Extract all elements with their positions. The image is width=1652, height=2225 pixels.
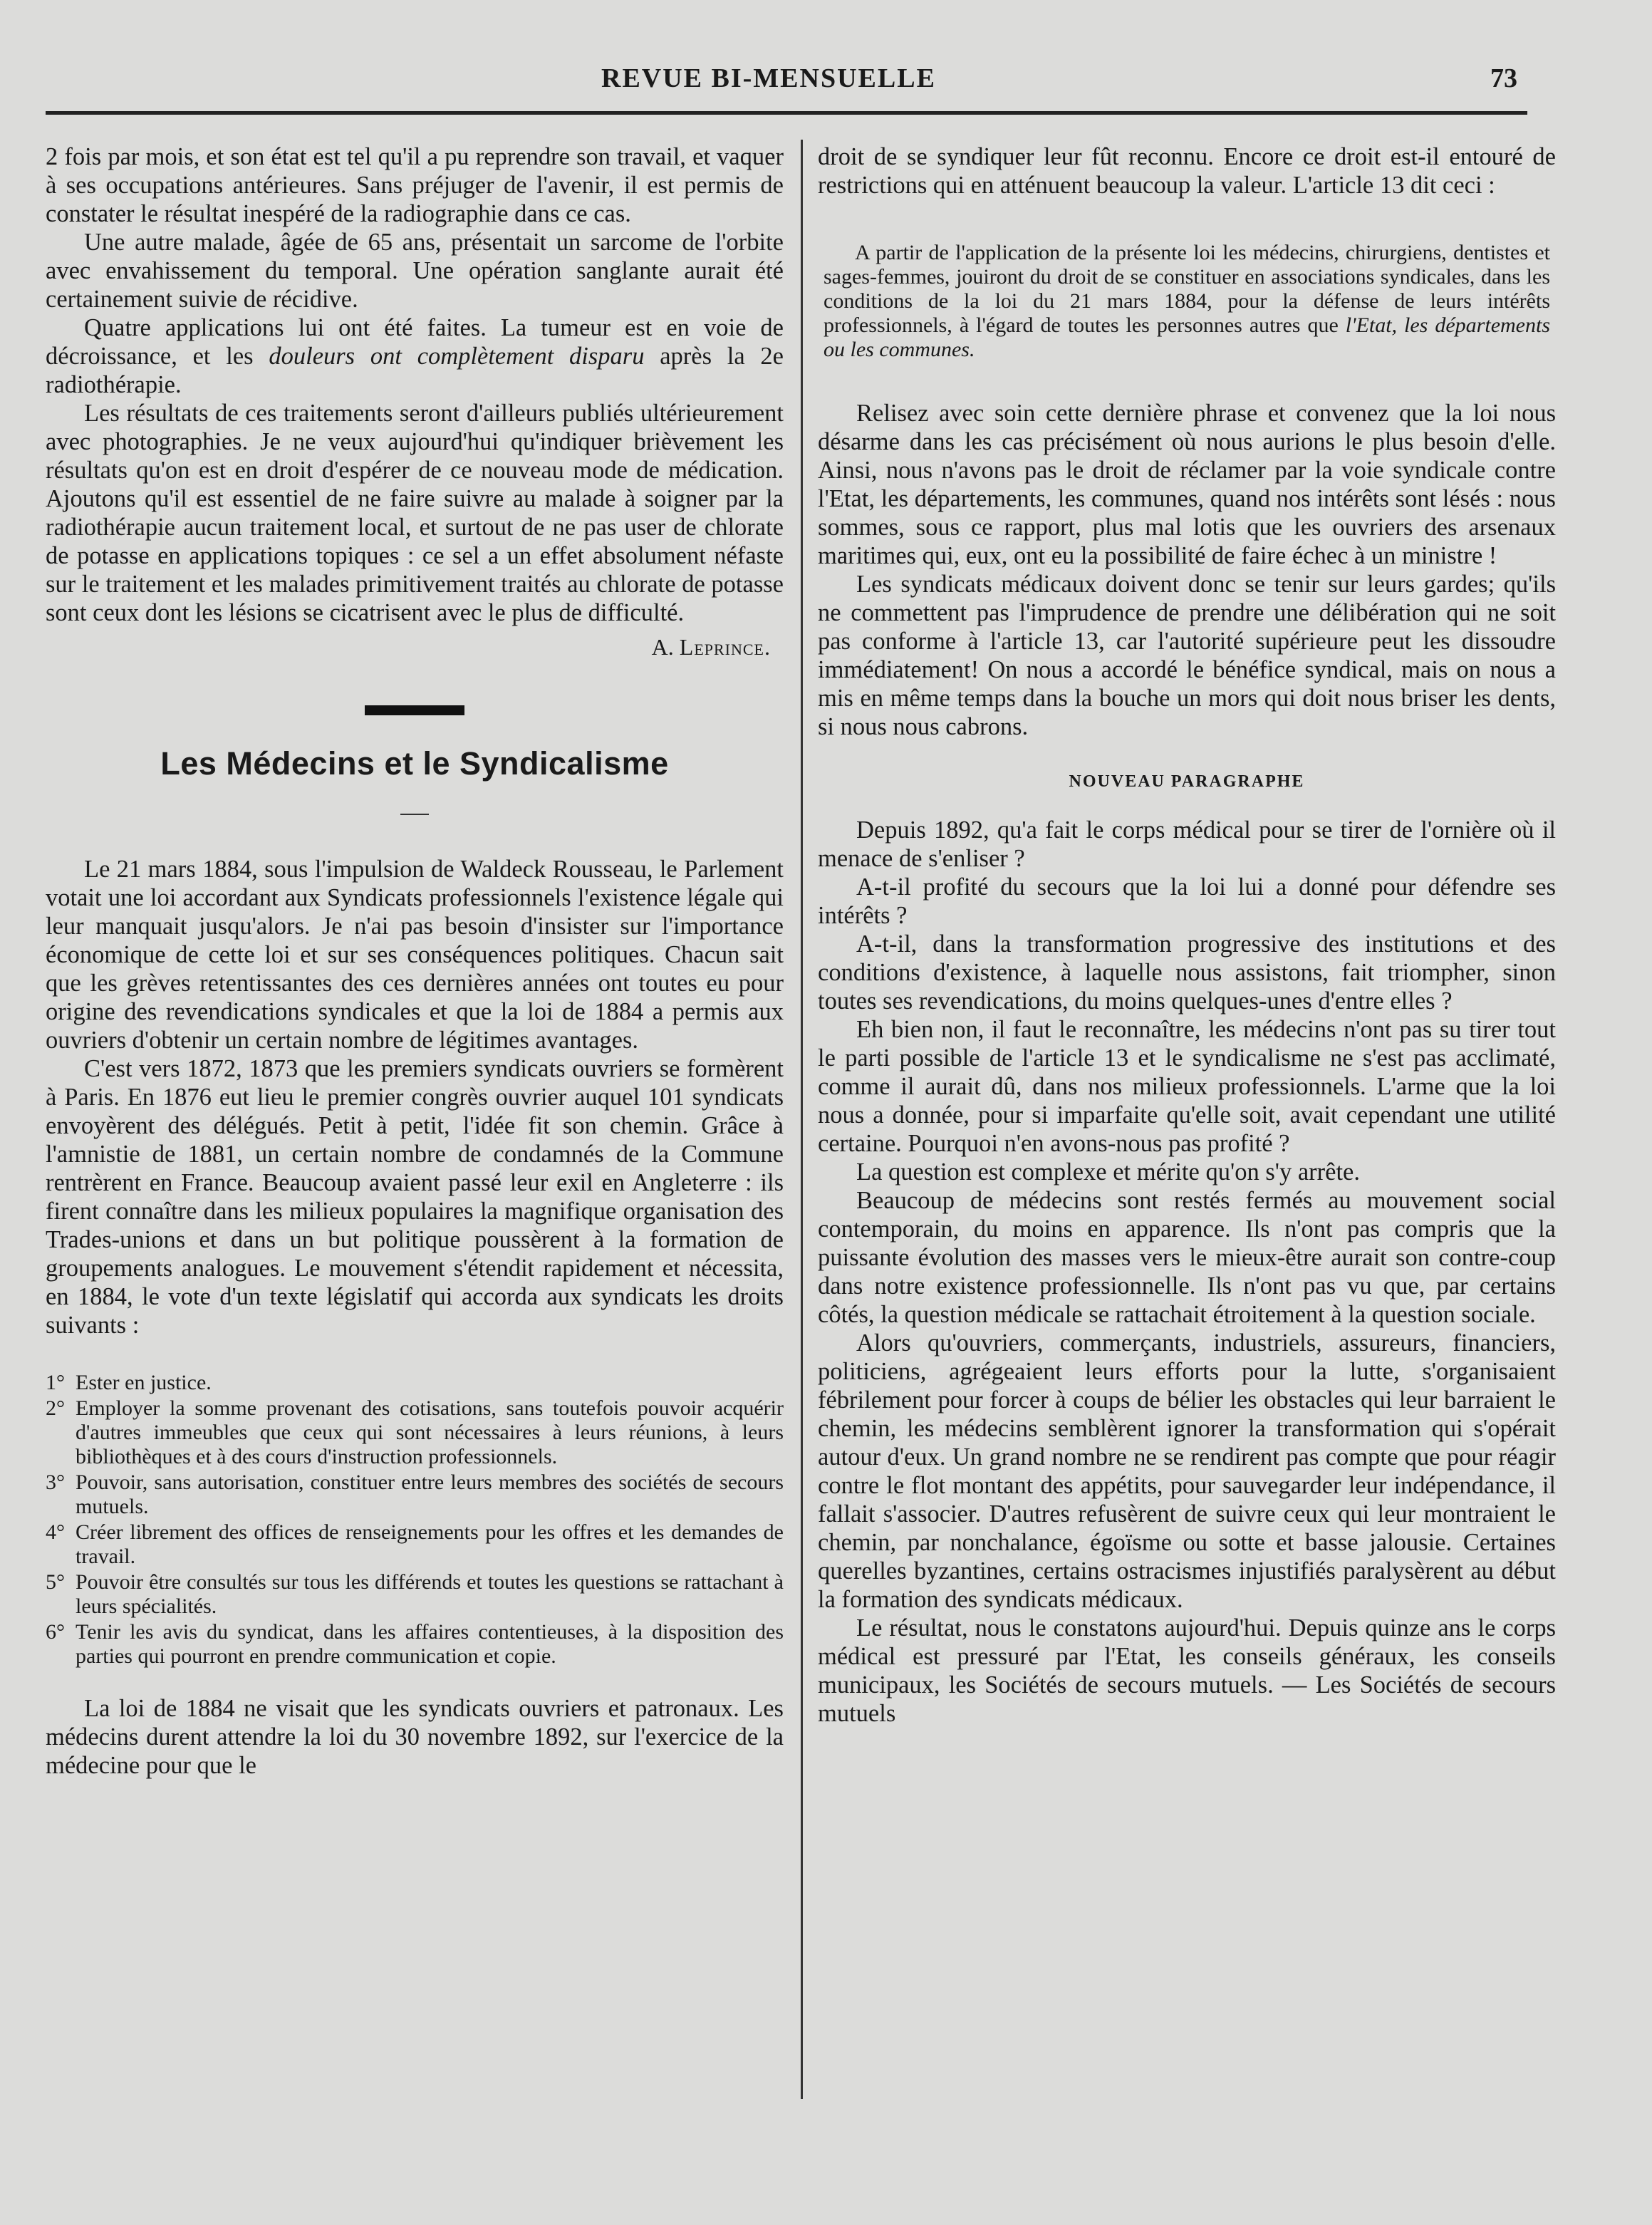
paragraph: C'est vers 1872, 1873 que les premiers syndicats ouvriers se formèrent à Paris. En 1876 eut lieu le premier congrès ouvrier auquel 101 syndicats envoyèrent des délégués. Petit à petit, l'idée fit son chemin. Grâce à l'amnistie de 1881, un certain nombre de condamnés de la Commune rentrèrent en France. Beaucoup avaient passé leur exil en Angleterre : ils firent connaître dans les milieux populaires la magnifique organisation des Trades-unions et dans un but politique poussèrent à la formation de groupements analogues. Le mouvement s'étendit rapidement et nécessita, en 1884, le vote d'un texte législatif qui accorda aux syndicats les droits suivants :	[46, 1055, 784, 1339]
list-text: Employer la somme provenant des cotisations, sans toutefois pouvoir acquérir d'autres immeubles que ceux qui sont nécessaires à leurs réunions, à leurs bibliothèques et à des cours d'instruction professionnels.	[76, 1396, 784, 1468]
paragraph: Relisez avec soin cette dernière phrase et convenez que la loi nous désarme dans les cas précisément où nous aurions le plus besoin d'elle. Ainsi, nous n'avons pas le droit de réclamer par la voie syndicale contre l'Etat, les départements, les communes, quand nos intérêts sont lésés : nous sommes, sous ce rapport, plus mal lotis que les ouvriers des arsenaux maritimes qui, eux, ont eu la possibilité de faire échec à un ministre !	[818, 400, 1556, 569]
paragraph: Les syndicats médicaux doivent donc se tenir sur leurs gardes; qu'ils ne commettent pas l'imprudence de prendre une délibération qui ne soit pas conforme à l'article 13, car l'autorité supérieure peut les dissoudre immédiatement! On nous a accordé le bénéfice syndical, mais on nous a mis en même temps dans la bouche un mors qui doit nous briser les dents, si nous nous cabrons.	[818, 571, 1556, 740]
list-item	[46, 1371, 784, 1395]
rights-list	[46, 1371, 784, 1669]
list-item	[46, 1570, 784, 1619]
paragraph: Une autre malade, âgée de 65 ans, présentait un sarcome de l'orbite avec envahissement du temporal. Une opération sanglante aurait été certainement suivie de récidive.	[46, 229, 784, 313]
paragraph: Eh bien non, il faut le reconnaître, les médecins n'ont pas su tirer tout le parti possible de l'article 13 et le syndicalisme ne s'est pas acclimaté, comme il aurait dû, dans nos milieux professionnels. L'arme que la loi nous a donnée, pour si imparfaite qu'elle soit, avait cependant une utilité certaine. Pourquoi n'en avons-nous pas profité ?	[818, 1016, 1556, 1157]
signature-initial: A.	[651, 634, 680, 660]
list-number: 4°	[46, 1520, 65, 1544]
subheading: NOUVEAU PARAGRAPHE	[1069, 772, 1305, 791]
header-rule	[46, 111, 1527, 115]
paragraph: Les résultats de ces traitements seront d'ailleurs publiés ultérieurement avec photographies. Je ne veux aujourd'hui qu'indiquer brièvement les résultats qu'on est en droit d'espérer de ce nouveau mode de médication. Ajoutons qu'il est essentiel de ne faire suivre au malade à soigner par la radiothérapie aucun traitement local, et surtout de ne pas user de chlorate de potasse en applications topiques : ce sel a un effet absolument néfaste sur le traitement et les malades primitivement traités au chlorate de potasse sont ceux dont les lésions se cicatrisent avec le plus de difficulté.	[46, 400, 784, 626]
list-text: Pouvoir être consultés sur tous les différends et toutes les questions se rattachant à leurs spécialités.	[76, 1570, 784, 1618]
page-number: 73	[1490, 63, 1517, 93]
law-quote	[824, 241, 1550, 362]
list-item	[46, 1396, 784, 1469]
page-header	[46, 60, 1527, 103]
paragraph: 2 fois par mois, et son état est tel qu'il a pu reprendre son travail, et vaquer à ses occupations antérieures. Sans préjuger de l'avenir, il est permis de constater le résultat inespéré de la radiographie dans ce cas.	[46, 143, 784, 227]
paragraph: Beaucoup de médecins sont restés fermés au mouvement social contemporain, du moins en apparence. Ils n'ont pas compris que la puissante évolution des masses vers le mieux-être aurait son contre-coup dans notre existence professionnelle. Ils n'ont pas vu que, par certains côtés, la question médicale se rattachait étroitement à la question sociale.	[818, 1187, 1556, 1328]
paragraph: La question est complexe et mérite qu'on s'y arrête.	[856, 1158, 1360, 1186]
list-number: 3°	[46, 1471, 65, 1494]
author-signature	[46, 633, 784, 661]
list-number: 6°	[46, 1620, 65, 1644]
article-title: Les Médecins et le Syndicalisme	[160, 745, 669, 782]
paragraph-text: Quatre applications lui ont été faites. La tumeur est en voie de décroissance, et les	[46, 314, 784, 370]
running-title: REVUE BI-MENSUELLE	[601, 63, 936, 93]
list-text: Tenir les avis du syndicat, dans les affaires contentieuses, à la disposition des parties qui pourront en prendre communication et copie.	[76, 1620, 784, 1668]
list-number: 5°	[46, 1570, 65, 1594]
paragraph: Le 21 mars 1884, sous l'impulsion de Waldeck Rousseau, le Parlement votait une loi accordant aux Syndicats professionnels l'existence légale qui leur manquait jusqu'alors. Je n'ai pas besoin d'insister sur l'importance économique de cette loi et sur ses conséquences politiques. Chacun sait que les grèves retentissantes des ces dernières années ont toutes eu pour origine des revendications syndicales et que la loi de 1884 a permis aux ouvriers d'obtenir un certain nombre de légitimes avantages.	[46, 856, 784, 1054]
list-text: Ester en justice.	[76, 1371, 212, 1394]
spacer	[46, 1670, 784, 1694]
column-divider	[801, 140, 803, 2099]
list-item	[46, 1520, 784, 1569]
list-text: Pouvoir, sans autorisation, constituer entre leurs membres des sociétés de secours mutuels.	[76, 1471, 784, 1518]
paragraph: droit de se syndiquer leur fût reconnu. Encore ce droit est-il entouré de restrictions qui en atténuent beaucoup la valeur. L'article 13 dit ceci :	[818, 143, 1556, 199]
list-number: 1°	[46, 1371, 65, 1394]
paragraph: A-t-il, dans la transformation progressive des institutions et des conditions d'existence, à laquelle nous assistons, fait triompher, sinon toutes ses revendications, du moins quelques-unes d'entre elles ?	[818, 930, 1556, 1015]
paragraph	[46, 313, 784, 399]
title-dash	[400, 814, 429, 815]
paragraph: Depuis 1892, qu'a fait le corps médical pour se tirer de l'ornière où il menace de s'enliser ?	[818, 816, 1556, 872]
paragraph: Le résultat, nous le constatons aujourd'hui. Depuis quinze ans le corps médical est pressuré par l'Etat, les conseils généraux, les conseils municipaux, les Sociétés de secours mutuels. — Les Sociétés de secours mutuels	[818, 1614, 1556, 1727]
list-number: 2°	[46, 1396, 65, 1420]
left-column	[46, 142, 784, 1780]
list-item	[46, 1471, 784, 1519]
list-item	[46, 1620, 784, 1669]
emphasis-text: douleurs ont complètement disparu	[269, 343, 645, 370]
quote-text: A partir de l'application de la présente loi les médecins, chirurgiens, dentistes et sages-femmes, jouiront du droit de se constituer en associations syndicales, dans les conditions de la loi du 21 mars 1884, pour la défense de leurs intérêts professionnels, à l'égard de toutes les personnes autres que	[824, 241, 1550, 337]
paragraph: A-t-il profité du secours que la loi lui a donné pour défendre ses intérêts ?	[818, 873, 1556, 929]
list-text: Créer librement des offices de renseignements pour les offres et les demandes de travail.	[76, 1520, 784, 1568]
paragraph-text: après la 2e radiothérapie.	[46, 343, 784, 398]
quote-emphasis: l'Etat, les départements ou les communes.	[824, 313, 1551, 361]
paragraph: La loi de 1884 ne visait que les syndicats ouvriers et patronaux. Les médecins durent attendre la loi du 30 novembre 1892, sur l'exercice de la médecine pour que le	[46, 1695, 784, 1779]
section-separator	[365, 705, 464, 715]
right-column	[818, 142, 1556, 1728]
paragraph: Alors qu'ouvriers, commerçants, industriels, assureurs, financiers, politiciens, agrégeaient leurs efforts pour la lutte, s'organisaient fébrilement pour forcer à coups de bélier les obstacles qui leur barraient le chemin, les médecins semblèrent ignorer la transformation qui s'opérait autour d'eux. Un grand nombre ne se rendirent pas compte que pour réagir contre le flot montant des appétits, pour sauvegarder leur indépendance, il fallait s'associer. D'autres refusèrent de suivre ceux qui leur montraient le chemin, par nonchalance, égoïsme ou sotte et basse jalousie. Certaines querelles byzantines, certains ostracismes injustifiés paralysèrent au début la formation des syndicats médicaux.	[818, 1329, 1556, 1613]
signature-name: Leprince.	[679, 634, 771, 660]
